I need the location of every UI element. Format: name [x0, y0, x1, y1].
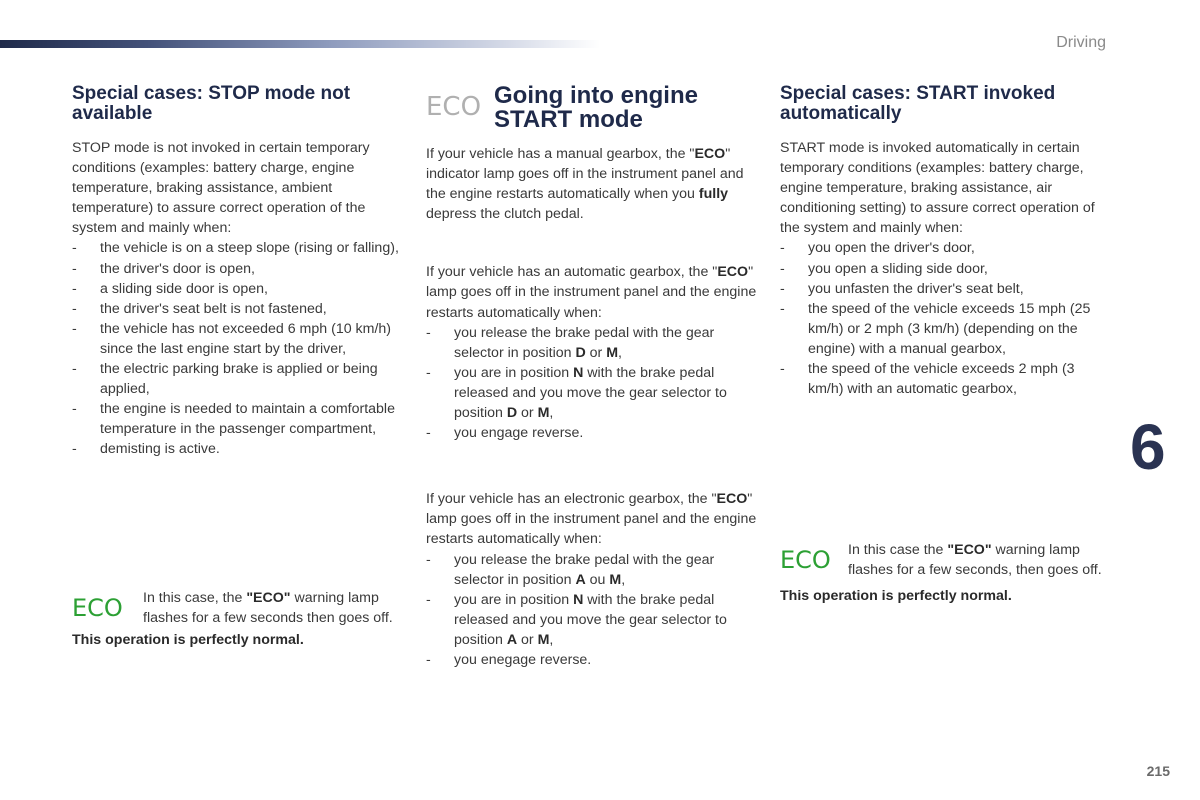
eco-indicator-icon: ECO	[780, 546, 831, 574]
list-item: - you engage reverse.	[426, 423, 761, 443]
list-item: - a sliding side door is open,	[72, 279, 402, 299]
start-conditions-list	[780, 238, 1110, 399]
list-item: - the speed of the vehicle exceeds 15 mph (25 km/h) or 2 mph (3 km/h) (depending on the engine) with a manual gearbox,	[780, 299, 1110, 359]
stop-conditions-list	[72, 238, 402, 459]
eco-note-text: In this case, the "ECO" warning lamp flashes for a few seconds then goes off.	[143, 590, 393, 627]
normal-operation-note: This operation is perfectly normal.	[72, 632, 304, 649]
list-item: - the electric parking brake is applied or being applied,	[72, 359, 402, 399]
manual-gearbox-paragraph: If your vehicle has a manual gearbox, the "ECO" indicator lamp goes off in the instrument panel and the engine restarts automatically when you fully depress the clutch pedal.	[426, 146, 744, 223]
list-item: - the vehicle has not exceeded 6 mph (10 km/h) since the last engine start by the driver,	[72, 319, 402, 359]
list-item: - the driver's door is open,	[72, 259, 402, 279]
list-item: - you unfasten the driver's seat belt,	[780, 279, 1110, 299]
page-number: 215	[1146, 763, 1170, 779]
list-item: - the vehicle is on a steep slope (rising or falling),	[72, 238, 402, 258]
list-item: - you release the brake pedal with the gear selector in position A ou M,	[426, 550, 761, 590]
list-item: - you enegage reverse.	[426, 650, 761, 670]
list-item: - demisting is active.	[72, 439, 402, 459]
automatic-gearbox-paragraph: If your vehicle has an automatic gearbox, the "ECO" lamp goes off in the instrument panel and the engine restarts automatically when:	[426, 264, 757, 321]
heading-start-invoked: Special cases: START invoked automatically	[780, 83, 1056, 124]
list-item: - you are in position N with the brake pedal released and you move the gear selector to position D or M,	[426, 363, 761, 423]
heading-start-mode: Going into engine START mode	[494, 82, 698, 133]
start-intro: START mode is invoked automatically in certain temporary conditions (examples: battery charge, engine temperature, braking assistance, air conditioning setting) to assure correct operation of the system and mainly when:	[780, 140, 1095, 237]
section-header: Driving	[1056, 34, 1106, 51]
list-item: - the speed of the vehicle exceeds 2 mph (3 km/h) with an automatic gearbox,	[780, 359, 1110, 399]
list-item: - you open the driver's door,	[780, 238, 1110, 258]
list-item: - the driver's seat belt is not fastened,	[72, 299, 402, 319]
list-item: - you are in position N with the brake pedal released and you move the gear selector to position A or M,	[426, 590, 761, 650]
heading-stop-not-available: Special cases: STOP mode not available	[72, 83, 351, 124]
eco-indicator-icon: ECO	[72, 594, 123, 622]
eco-warning-note	[72, 588, 402, 648]
column-stop-mode	[72, 83, 402, 649]
list-item: - you release the brake pedal with the gear selector in position D or M,	[426, 323, 761, 363]
list-item: - you open a sliding side door,	[780, 259, 1110, 279]
normal-operation-note: This operation is perfectly normal.	[780, 588, 1012, 605]
list-item: - the engine is needed to maintain a comfortable temperature in the passenger compartment,	[72, 399, 402, 439]
eco-warning-note	[780, 540, 1110, 604]
column-start-invoked	[780, 83, 1110, 605]
chapter-number: 6	[1130, 411, 1166, 483]
electronic-gearbox-paragraph: If your vehicle has an electronic gearbox, the "ECO" lamp goes off in the instrument panel and the engine restarts automatically when:	[426, 491, 757, 548]
eco-note-text: In this case the "ECO" warning lamp flashes for a few seconds, then goes off.	[848, 542, 1102, 579]
stop-intro: STOP mode is not invoked in certain temporary conditions (examples: battery charge, engine temperature, braking assistance, ambient temperature) to assure correct operation of the system and mainly when:	[72, 140, 370, 237]
top-gradient-bar	[0, 40, 600, 48]
column-start-mode	[426, 84, 761, 670]
eco-icon-off: ECO	[426, 92, 482, 122]
automatic-conditions-list	[426, 323, 761, 444]
electronic-conditions-list	[426, 550, 761, 671]
